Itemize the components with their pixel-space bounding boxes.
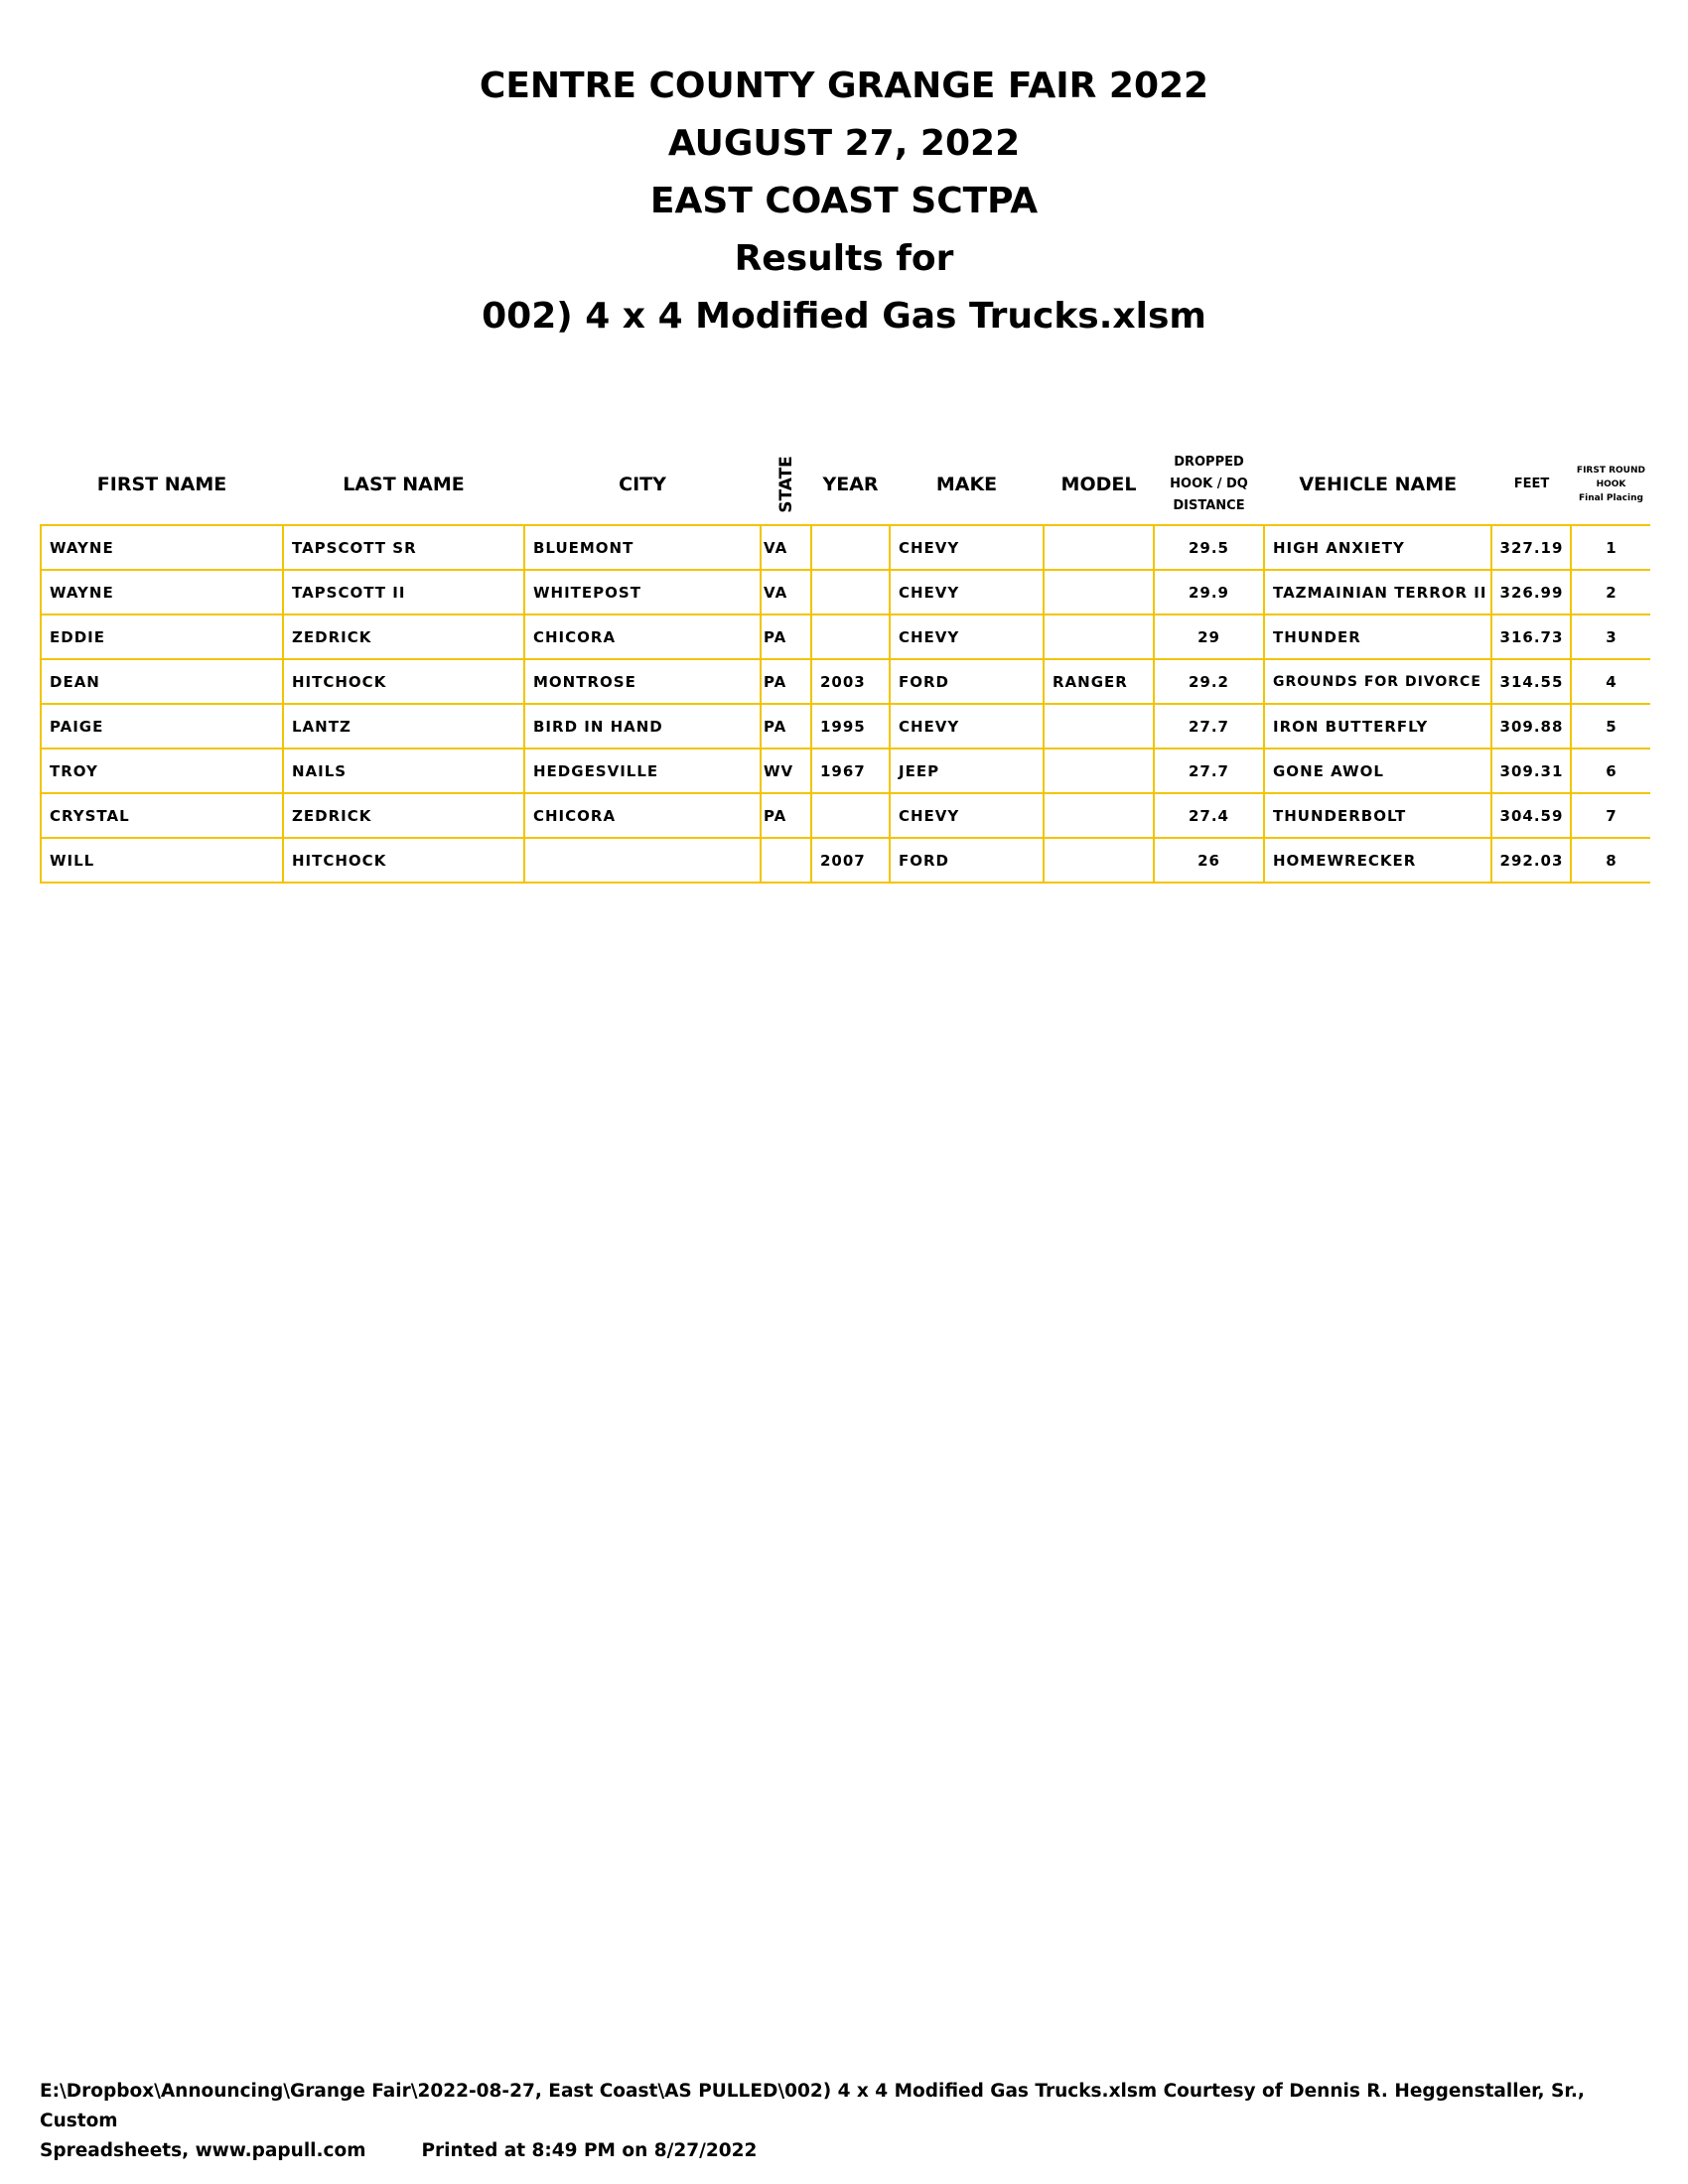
cell-state: PA (761, 793, 811, 838)
cell-city: WHITEPOST (524, 570, 761, 614)
cell-state: PA (761, 614, 811, 659)
cell-make: CHEVY (890, 525, 1044, 570)
cell-state: PA (761, 659, 811, 704)
cell-state (761, 838, 811, 883)
cell-first-name: WAYNE (41, 525, 283, 570)
header-first-round-hook (1571, 445, 1650, 525)
cell-vehicle-name: HIGH ANXIETY (1264, 525, 1491, 570)
cell-city (524, 838, 761, 883)
cell-vehicle-name: THUNDERBOLT (1264, 793, 1491, 838)
table-row (41, 749, 1650, 793)
table-row (41, 614, 1650, 659)
header-model: MODEL (1060, 474, 1137, 495)
header-state (761, 445, 811, 525)
cell-year (811, 614, 890, 659)
header-last-name: LAST NAME (343, 474, 465, 495)
table-row (41, 525, 1650, 570)
footer-line2 (40, 2136, 1658, 2166)
cell-feet: 326.99 (1491, 570, 1571, 614)
cell-last-name: ZEDRICK (283, 614, 524, 659)
cell-make: CHEVY (890, 614, 1044, 659)
cell-vehicle-name: IRON BUTTERFLY (1264, 704, 1491, 749)
cell-dropped: 29.2 (1154, 659, 1264, 704)
cell-first-name: CRYSTAL (41, 793, 283, 838)
header-state-label: STATE (775, 456, 796, 513)
cell-vehicle-name: THUNDER (1264, 614, 1491, 659)
cell-model (1044, 704, 1154, 749)
header-row (41, 445, 1650, 525)
header-dropped-line3: DISTANCE (1173, 498, 1245, 513)
table-row (41, 793, 1650, 838)
footer-printed-at: Printed at 8:49 PM on 8/27/2022 (421, 2140, 758, 2161)
cell-vehicle-name: HOMEWRECKER (1264, 838, 1491, 883)
title-organization: EAST COAST SCTPA (649, 181, 1039, 221)
table-row (41, 838, 1650, 883)
title-results-for: Results for (734, 238, 954, 279)
header-city: CITY (619, 474, 666, 495)
cell-city: CHICORA (524, 614, 761, 659)
cell-year: 1967 (811, 749, 890, 793)
title-date: AUGUST 27, 2022 (667, 123, 1021, 164)
cell-model (1044, 838, 1154, 883)
cell-city: CHICORA (524, 793, 761, 838)
cell-city: MONTROSE (524, 659, 761, 704)
cell-placing: 4 (1571, 659, 1650, 704)
cell-placing: 3 (1571, 614, 1650, 659)
cell-vehicle-name: GONE AWOL (1264, 749, 1491, 793)
cell-year (811, 525, 890, 570)
header-dropped-hook (1154, 445, 1264, 525)
cell-make: FORD (890, 838, 1044, 883)
cell-first-name: DEAN (41, 659, 283, 704)
cell-dropped: 29.5 (1154, 525, 1264, 570)
title-class: 002) 4 x 4 Modified Gas Trucks.xlsm (482, 296, 1206, 337)
table-row (41, 570, 1650, 614)
cell-state: PA (761, 704, 811, 749)
cell-first-name: WILL (41, 838, 283, 883)
cell-year: 2007 (811, 838, 890, 883)
cell-city: BIRD IN HAND (524, 704, 761, 749)
results-table-wrapper (40, 445, 1650, 884)
header-frh-line2: HOOK (1596, 479, 1626, 489)
cell-feet: 292.03 (1491, 838, 1571, 883)
table-row (41, 704, 1650, 749)
cell-year (811, 570, 890, 614)
cell-dropped: 29.9 (1154, 570, 1264, 614)
cell-last-name: HITCHOCK (283, 838, 524, 883)
cell-placing: 8 (1571, 838, 1650, 883)
cell-state: VA (761, 570, 811, 614)
cell-dropped: 27.4 (1154, 793, 1264, 838)
cell-model (1044, 614, 1154, 659)
cell-model (1044, 525, 1154, 570)
cell-vehicle-name: TAZMAINIAN TERROR II (1264, 570, 1491, 614)
cell-dropped: 26 (1154, 838, 1264, 883)
header-frh-line1: FIRST ROUND (1576, 466, 1645, 476)
cell-city: BLUEMONT (524, 525, 761, 570)
cell-make: FORD (890, 659, 1044, 704)
header-make: MAKE (935, 474, 998, 495)
header-vehicle-name: VEHICLE NAME (1299, 474, 1458, 495)
cell-dropped: 29 (1154, 614, 1264, 659)
cell-first-name: WAYNE (41, 570, 283, 614)
cell-model: RANGER (1044, 659, 1154, 704)
header-year: YEAR (822, 474, 879, 495)
cell-state: WV (761, 749, 811, 793)
cell-year: 1995 (811, 704, 890, 749)
footer-website: Spreadsheets, www.papull.com (40, 2140, 366, 2161)
cell-placing: 7 (1571, 793, 1650, 838)
cell-model (1044, 793, 1154, 838)
cell-make: CHEVY (890, 704, 1044, 749)
header-feet: FEET (1513, 477, 1550, 491)
cell-placing: 6 (1571, 749, 1650, 793)
cell-placing: 1 (1571, 525, 1650, 570)
cell-first-name: PAIGE (41, 704, 283, 749)
cell-year (811, 793, 890, 838)
page-footer (40, 2077, 1658, 2166)
cell-last-name: NAILS (283, 749, 524, 793)
cell-feet: 314.55 (1491, 659, 1571, 704)
cell-vehicle-name: GROUNDS FOR DIVORCE (1264, 659, 1491, 704)
cell-feet: 309.88 (1491, 704, 1571, 749)
cell-state: VA (761, 525, 811, 570)
cell-model (1044, 570, 1154, 614)
cell-feet: 316.73 (1491, 614, 1571, 659)
cell-city: HEDGESVILLE (524, 749, 761, 793)
header-first-name: FIRST NAME (96, 474, 227, 495)
header-dropped-line1: DROPPED (1174, 455, 1244, 470)
cell-dropped: 27.7 (1154, 749, 1264, 793)
header-frh-line3: Final Placing (1578, 493, 1643, 503)
report-title (0, 58, 1688, 345)
cell-first-name: TROY (41, 749, 283, 793)
cell-make: JEEP (890, 749, 1044, 793)
results-table (40, 445, 1650, 884)
cell-placing: 2 (1571, 570, 1650, 614)
cell-feet: 304.59 (1491, 793, 1571, 838)
cell-last-name: TAPSCOTT SR (283, 525, 524, 570)
footer-file-path: E:\Dropbox\Announcing\Grange Fair\2022-08-27, East Coast\AS PULLED\002) 4 x 4 Modified Gas Trucks.xlsm Courtesy of Dennis R. Heggenstaller, Sr., Custom (40, 2081, 1585, 2131)
cell-last-name: HITCHOCK (283, 659, 524, 704)
title-fair: CENTRE COUNTY GRANGE FAIR 2022 (479, 66, 1209, 106)
cell-last-name: TAPSCOTT II (283, 570, 524, 614)
cell-dropped: 27.7 (1154, 704, 1264, 749)
cell-first-name: EDDIE (41, 614, 283, 659)
cell-feet: 327.19 (1491, 525, 1571, 570)
cell-make: CHEVY (890, 570, 1044, 614)
header-dropped-line2: HOOK / DQ (1170, 477, 1248, 491)
cell-make: CHEVY (890, 793, 1044, 838)
cell-placing: 5 (1571, 704, 1650, 749)
cell-feet: 309.31 (1491, 749, 1571, 793)
cell-last-name: LANTZ (283, 704, 524, 749)
cell-model (1044, 749, 1154, 793)
cell-last-name: ZEDRICK (283, 793, 524, 838)
cell-year: 2003 (811, 659, 890, 704)
table-row (41, 659, 1650, 704)
